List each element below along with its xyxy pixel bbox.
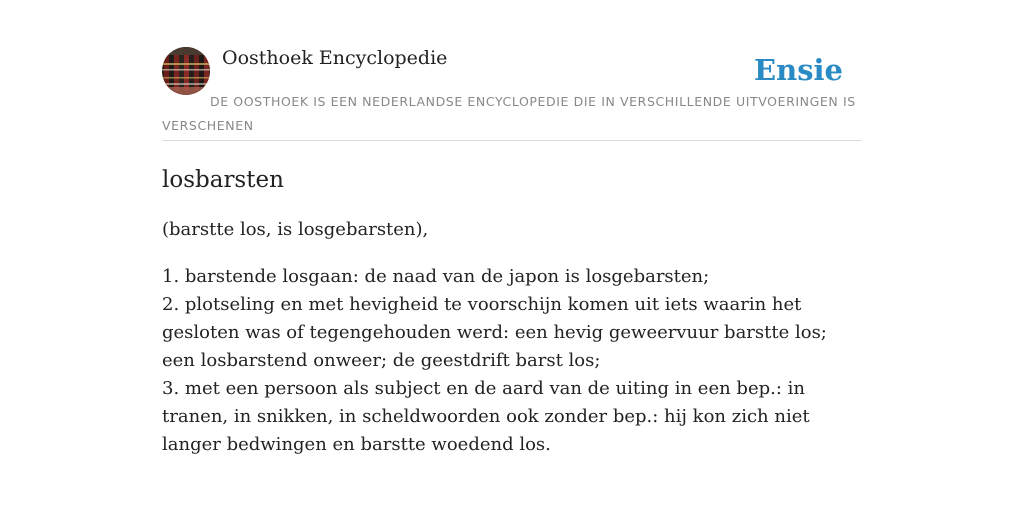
entry-forms: (barstte los, is losgebarsten),	[162, 219, 429, 240]
site-header	[162, 46, 862, 141]
sense-2: 2. plotseling en met hevigheid te voorschijn komen uit iets waarin het gesloten was of tegengehouden werd: een hevig geweervuur barstte los; een losbarstend onweer; de geestdrift barst los;	[162, 294, 827, 371]
entry-headword: losbarsten	[162, 167, 284, 193]
entry-content	[162, 141, 862, 459]
ensie-logo-link[interactable]: Ensie	[754, 53, 843, 87]
page	[162, 46, 862, 459]
entry-definitions	[162, 263, 862, 459]
sense-3: 3. met een persoon als subject en de aard van de uiting in een bep.: in tranen, in snikken, in scheldwoorden ook zonder bep.: hij kon zich niet langer bedwingen en barstte woedend los.	[162, 378, 810, 455]
site-title[interactable]: Oosthoek Encyclopedie	[222, 47, 448, 69]
encyclopedia-books-icon[interactable]	[162, 47, 210, 95]
sense-1: 1. barstende losgaan: de naad van de japon is losgebarsten;	[162, 266, 710, 287]
site-tagline: DE OOSTHOEK IS EEN NEDERLANDSE ENCYCLOPEDIE DIE IN VERSCHILLENDE UITVOERINGEN IS VERSCHENEN	[162, 94, 856, 133]
